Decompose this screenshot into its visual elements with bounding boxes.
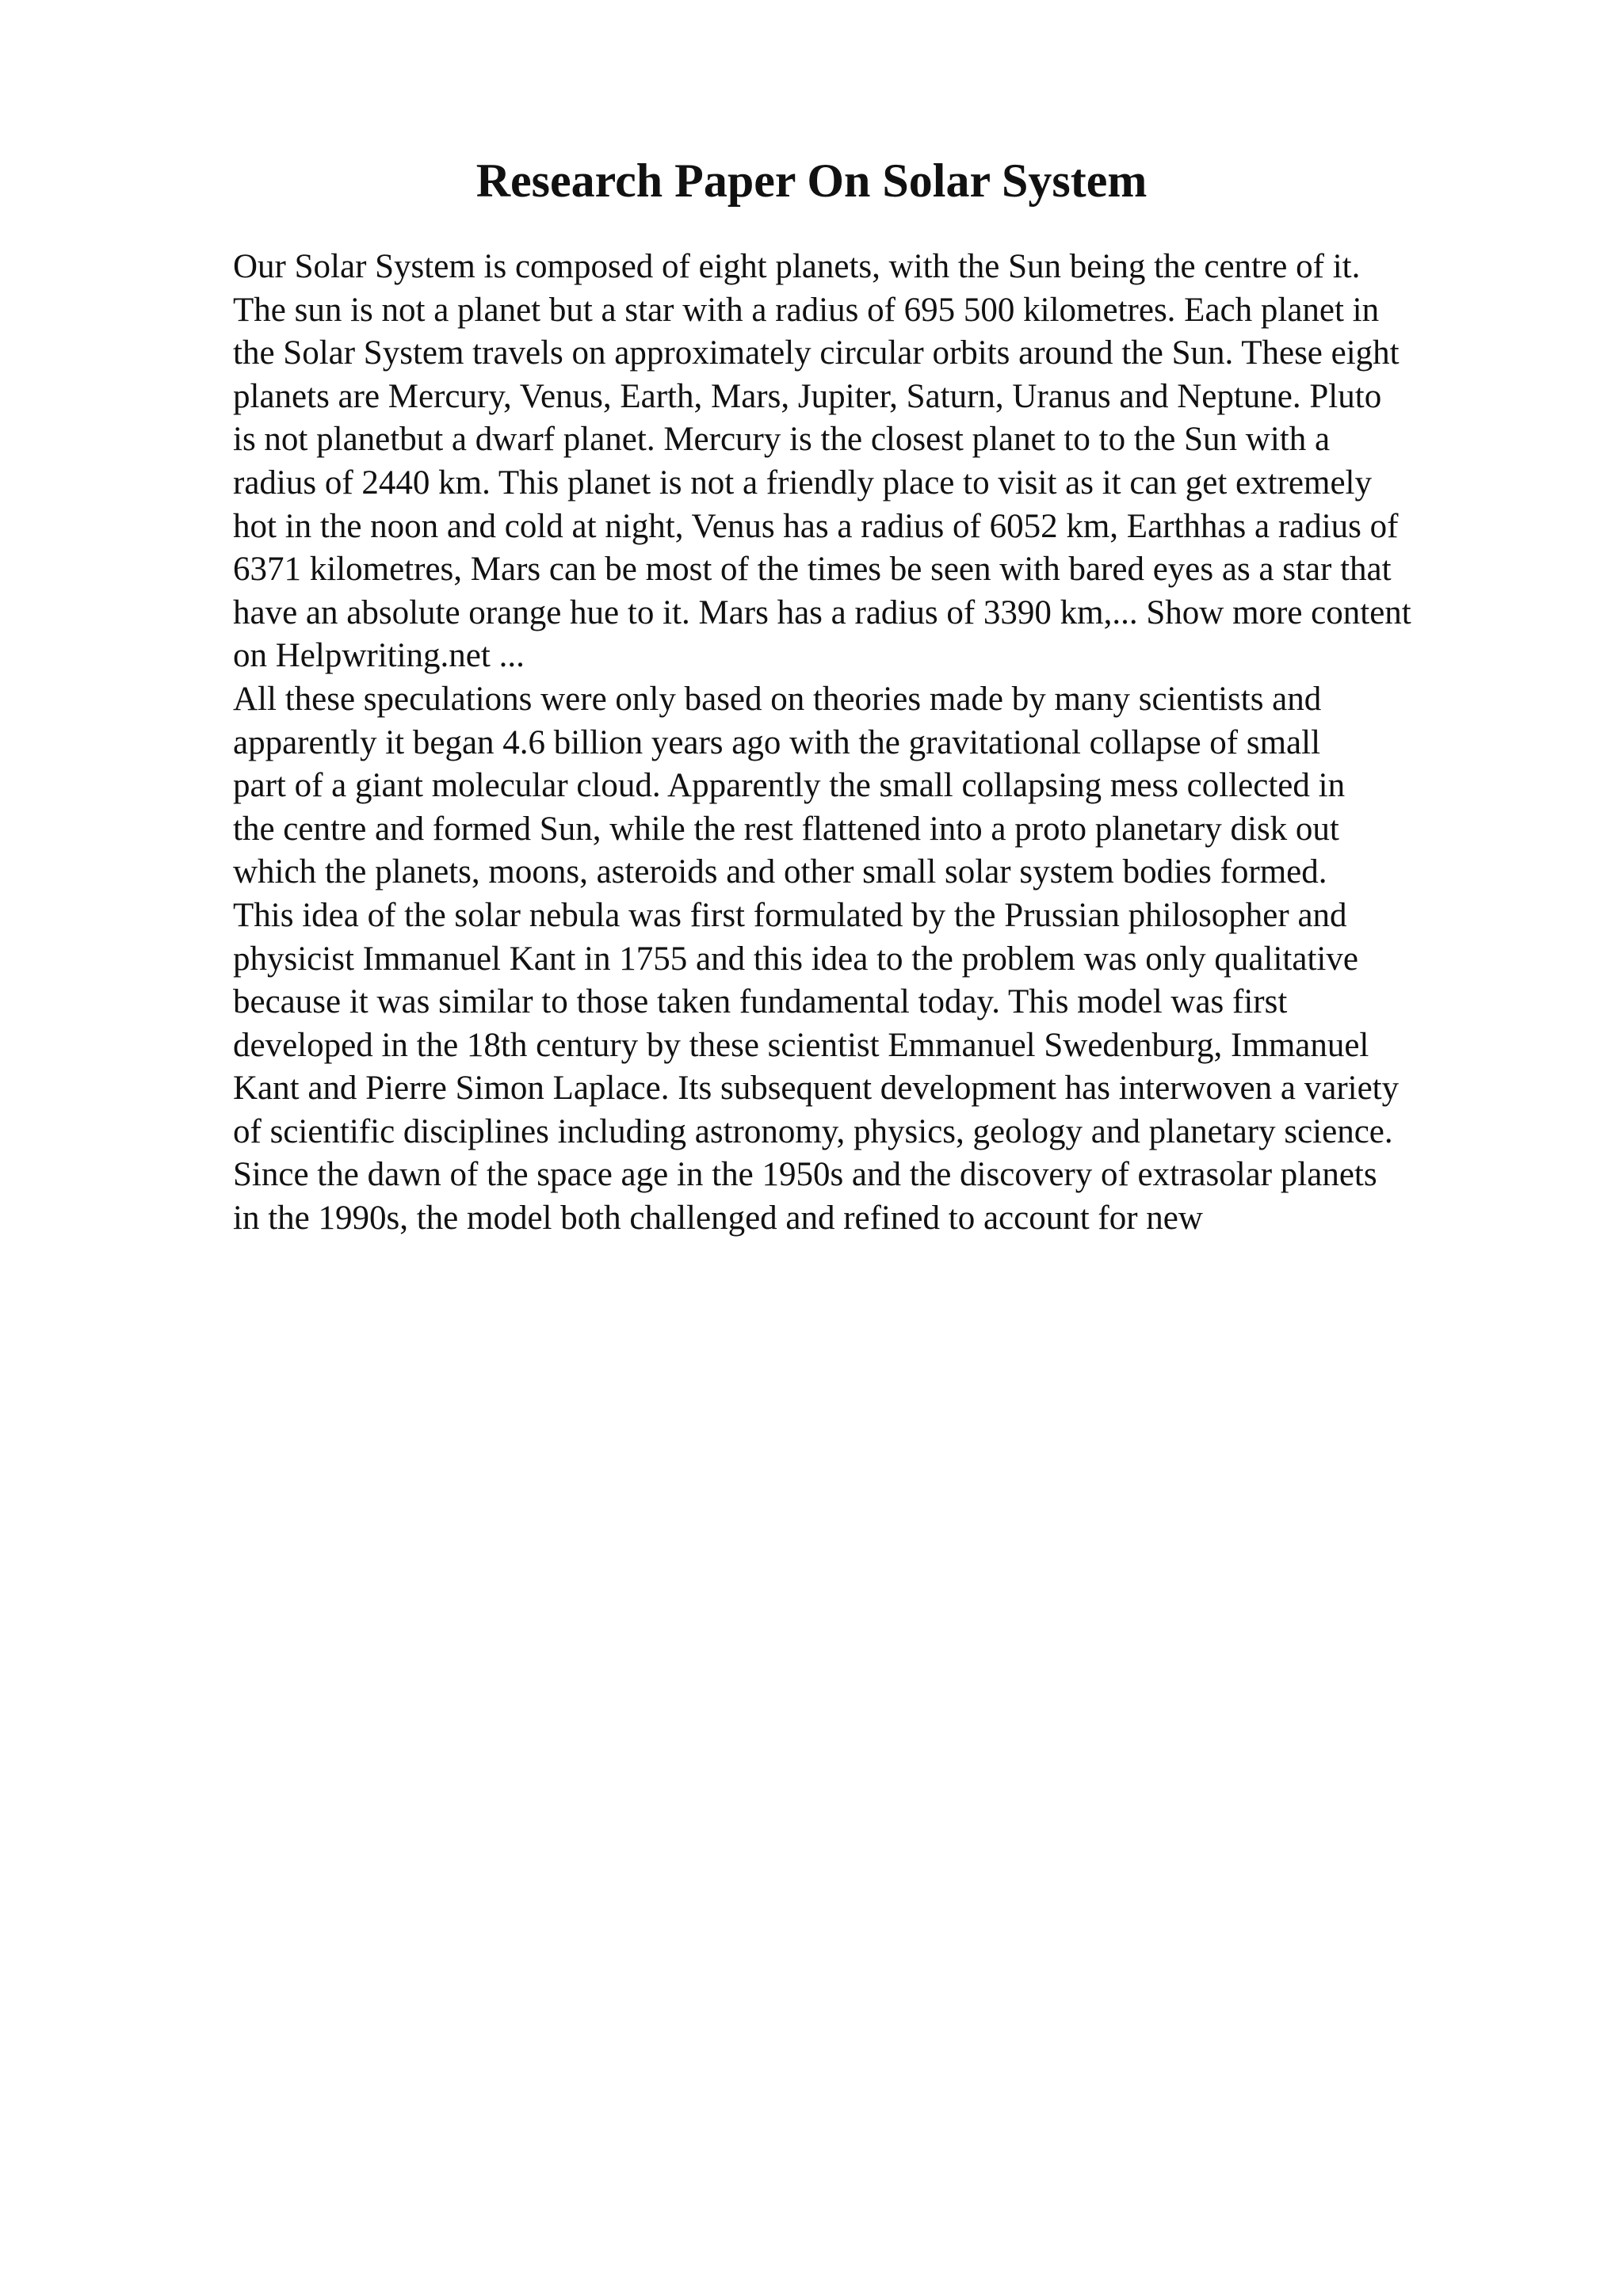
document-body xyxy=(233,246,1517,1241)
body-line: of scientific disciplines including astronomy, physics, geology and planetary science. xyxy=(233,1112,1393,1150)
body-line: because it was similar to those taken fundamental today. This model was first xyxy=(233,983,1288,1021)
document-title: Research Paper On Solar System xyxy=(475,154,1148,207)
body-line: apparently it began 4.6 billion years ago with the gravitational collapse of small xyxy=(233,723,1321,761)
body-line: All these speculations were only based on theories made by many scientists and xyxy=(233,680,1322,718)
body-line: is not planetbut a dwarf planet. Mercury is the closest planet to to the Sun with a xyxy=(233,421,1331,459)
body-line: hot in the noon and cold at night, Venus has a radius of 6052 km, Earthhas a radius of xyxy=(233,507,1399,545)
body-line: on Helpwriting.net ... xyxy=(233,637,525,675)
body-line: have an absolute orange hue to it. Mars has a radius of 3390 km,... Show more content xyxy=(233,593,1411,631)
body-line: Kant and Pierre Simon Laplace. Its subsequent development has interwoven a variety xyxy=(233,1070,1400,1108)
body-line: radius of 2440 km. This planet is not a friendly place to visit as it can get extremely xyxy=(233,463,1372,502)
body-line: part of a giant molecular cloud. Apparently the small collapsing mess collected in xyxy=(233,767,1346,805)
body-line: The sun is not a planet but a star with a radius of 695 500 kilometres. Each planet in xyxy=(233,291,1380,329)
body-line: Our Solar System is composed of eight planets, with the Sun being the centre of it. xyxy=(233,248,1361,285)
body-line: which the planets, moons, asteroids and other small solar system bodies formed. xyxy=(233,853,1327,891)
body-line: in the 1990s, the model both challenged and refined to account for new xyxy=(233,1199,1203,1238)
body-line: the centre and formed Sun, while the rest flattened into a proto planetary disk out xyxy=(233,810,1339,848)
body-line: physicist Immanuel Kant in 1755 and this idea to the problem was only qualitative xyxy=(233,940,1358,978)
body-line: planets are Mercury, Venus, Earth, Mars, Jupiter, Saturn, Uranus and Neptune. Pluto xyxy=(233,377,1382,415)
body-line: Since the dawn of the space age in the 1950s and the discovery of extrasolar planets xyxy=(233,1156,1377,1194)
body-line: the Solar System travels on approximately circular orbits around the Sun. These eight xyxy=(233,334,1400,372)
body-line: This idea of the solar nebula was first formulated by the Prussian philosopher and xyxy=(233,896,1347,934)
body-line: developed in the 18th century by these scientist Emmanuel Swedenburg, Immanuel xyxy=(233,1026,1369,1064)
body-line: 6371 kilometres, Mars can be most of the times be seen with bared eyes as a star that xyxy=(233,551,1392,589)
